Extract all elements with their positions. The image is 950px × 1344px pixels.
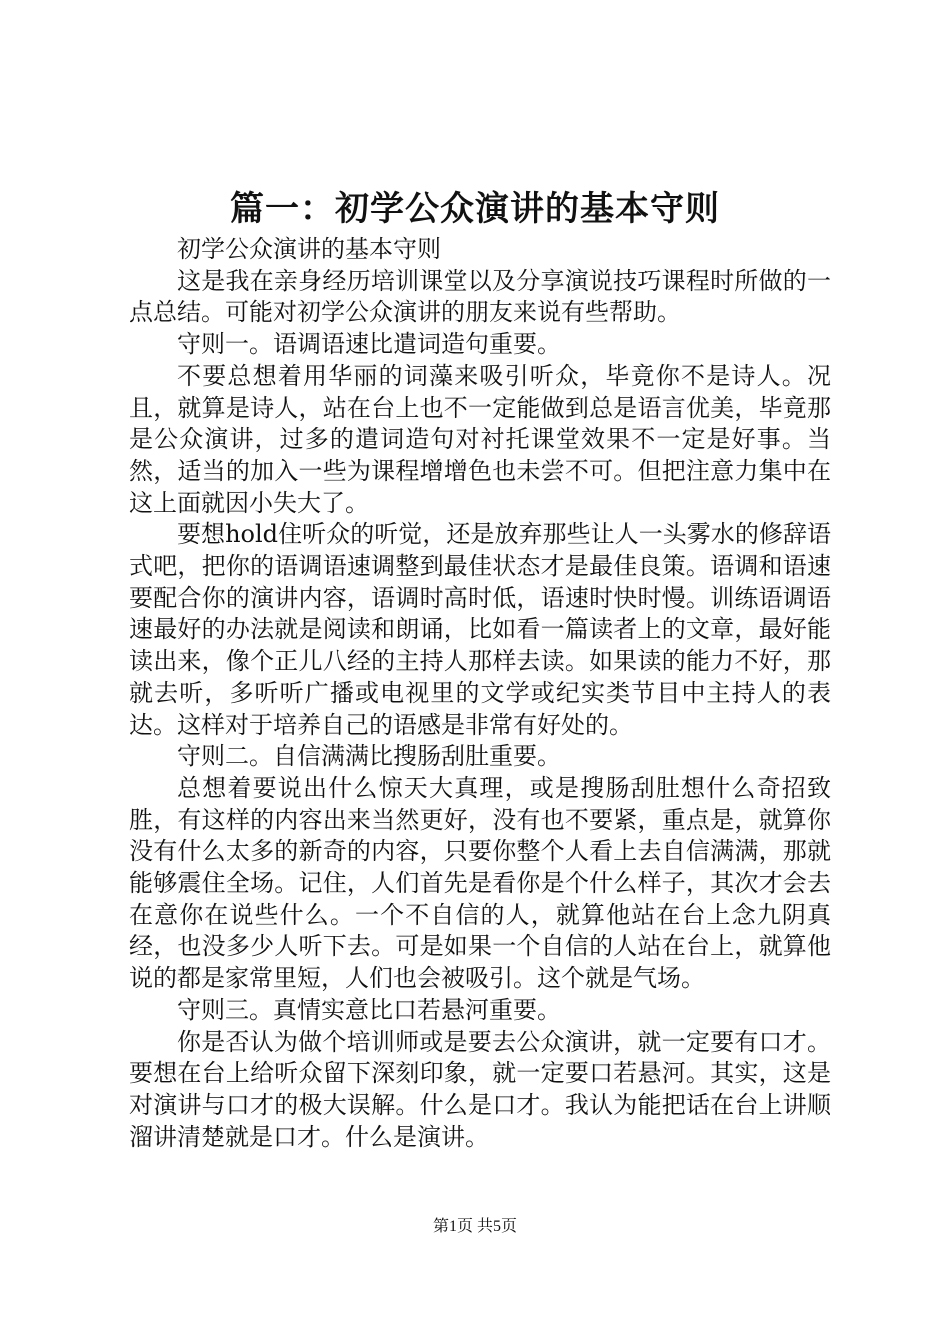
paragraph: 初学公众演讲的基本守则 bbox=[177, 235, 441, 263]
paragraph: 不要总想着用华丽的词藻来吸引听众，毕竟你不是诗人。况且，就算是诗人，站在台上也不一定能做到总是语言优美，毕竟那是公众演讲，过多的遣词造句对衬托课堂效果不一定是好事。当然，适当的加入一些为课程增增色也未尝不可。但把注意力集中在这上面就因小失大了。 bbox=[129, 361, 831, 517]
paragraph: 你是否认为做个培训师或是要去公众演讲，就一定要有口才。要想在台上给听众留下深刻印象，就一定要口若悬河。其实，这是对演讲与口才的极大误解。什么是口才。我认为能把话在台上讲顺溜讲清楚就是口才。什么是演讲。 bbox=[129, 1027, 831, 1151]
document-title: 篇一：初学公众演讲的基本守则 bbox=[230, 189, 720, 229]
paragraph: 守则三。真情实意比口若悬河重要。 bbox=[177, 995, 561, 1024]
paragraph: 守则一。语调语速比遣词造句重要。 bbox=[177, 330, 561, 359]
paragraph: 总想着要说出什么惊天大真理，或是搜肠刮肚想什么奇招致胜，有这样的内容出来当然更好，没有也不要紧，重点是，就算你没有什么太多的新奇的内容，只要你整个人看上去自信满满，那就能够震住全场。记住，人们首先是看你是个什么样子，其次才会去在意你在说些什么。一个不自信的人，就算他站在台上念九阴真经，也没多少人听下去。可是如果一个自信的人站在台上，就算他说的都是家常里短，人们也会被吸引。这个就是气场。 bbox=[129, 773, 831, 993]
paragraph: 这是我在亲身经历培训课堂以及分享演说技巧课程时所做的一点总结。可能对初学公众演讲的朋友来说有些帮助。 bbox=[129, 266, 831, 327]
page-footer: 第1页 共5页 bbox=[432, 1218, 517, 1235]
paragraph: 守则二。自信满满比搜肠刮肚重要。 bbox=[177, 742, 561, 771]
paragraph: 要想hold住听众的听觉，还是放弃那些让人一头雾水的修辞语式吧，把你的语调语速调整到最佳状态才是最佳良策。语调和语速要配合你的演讲内容，语调时高时低，语速时快时慢。训练语调语速最好的办法就是阅读和朗诵，比如看一篇读者上的文章，最好能读出来，像个正儿八经的主持人那样去读。如果读的能力不好，那就去听，多听听广播或电视里的文学或纪实类节目中主持人的表达。这样对于培养自己的语感是非常有好处的。 bbox=[129, 520, 831, 739]
document-body bbox=[129, 234, 831, 1153]
